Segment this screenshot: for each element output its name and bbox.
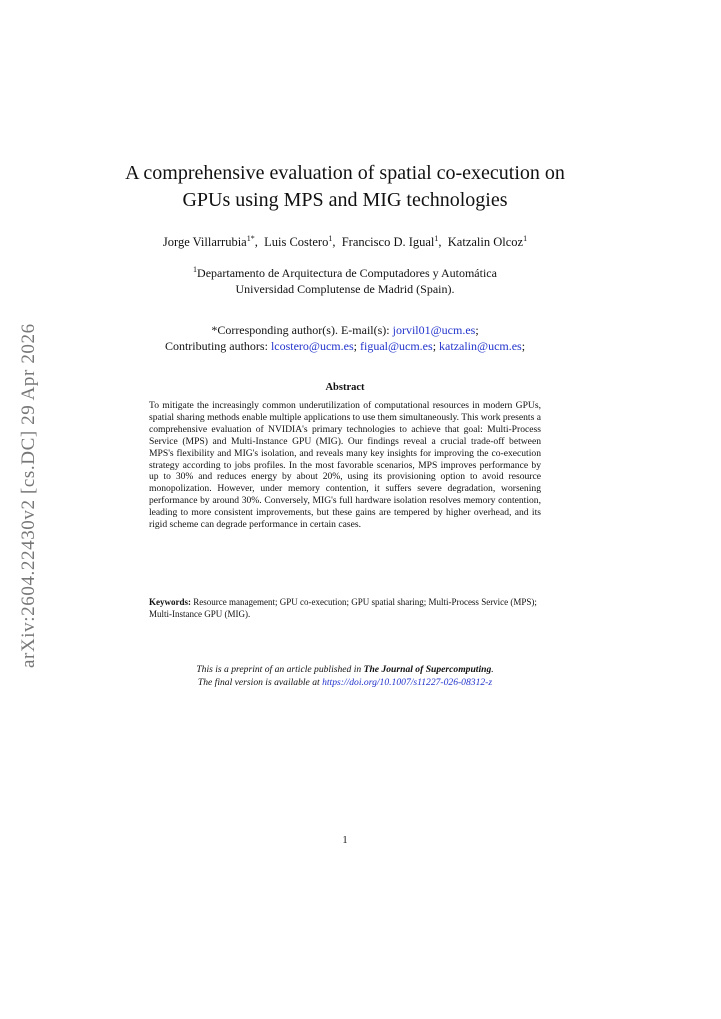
- abstract-heading: Abstract: [325, 382, 365, 393]
- contrib-label: Contributing authors:: [164, 339, 271, 353]
- correspondence-block: [60, 322, 630, 354]
- paper-title: [100, 160, 590, 214]
- title-line-2: GPUs using MPS and MIG technologies: [182, 189, 508, 211]
- contrib-sep: ;: [432, 339, 440, 353]
- page-number: 1: [342, 835, 348, 846]
- author-affil-mark: 1: [523, 234, 528, 243]
- preprint-line-1: This is a preprint of an article published in: [196, 664, 364, 675]
- contrib-email-link-3[interactable]: katzalin@ucm.es: [439, 339, 522, 353]
- author-name: Jorge Villarrubia: [162, 235, 247, 250]
- author-name: Katzalin Olcoz: [447, 235, 524, 250]
- corr-label: *Corresponding author(s). E-mail(s):: [211, 323, 393, 337]
- contrib-end: ;: [521, 339, 526, 353]
- corr-email-link[interactable]: jorvil01@ucm.es: [392, 323, 476, 337]
- abstract-text: To mitigate the increasingly common underutilization of computational resources in modern GPUs, spatial sharing methods enable multiple applications to use them simultaneously. This work presents a comprehensive evaluation of NVIDIA's primary technologies to achieve that goal: Multi-Process Service (MPS) and Multi-Instance GPU (MIG). Our findings reveal a crucial trade-off between MPS's flexibility and MIG's isolation, and reveals many key insights for improving the co-execution strategy according to jobs profiles. In the most favorable scenarios, MPS improves performance by up to 30% and reduces energy by about 20%, using its provisioning option to avoid resource monopolization. However, under memory contention, it suffers severe degradation, worsening performance by around 30%. Conversely, MIG's full hardware isolation resolves memory contention, leading to more consistent improvements, but these gains are tempered by higher overhead, and its rigid scheme can degrade performance in certain cases.: [149, 400, 541, 531]
- title-line-1: A comprehensive evaluation of spatial co-execution on: [125, 162, 565, 184]
- preprint-line-1-end: .: [491, 664, 494, 675]
- affil-line-1: Departamento de Arquitectura de Computadores y Automática: [197, 266, 497, 280]
- author-name: Luis Costero: [264, 235, 329, 250]
- journal-name: The Journal of Supercomputing: [363, 664, 492, 675]
- author-affil-mark: 1: [434, 234, 439, 243]
- contrib-sep: ;: [353, 339, 360, 353]
- contrib-email-link-1[interactable]: lcostero@ucm.es: [270, 339, 354, 353]
- affiliation: [100, 262, 590, 297]
- keywords-text: Resource management; GPU co-execution; GPU spatial sharing; Multi-Process Service (MPS); Multi-Instance GPU (MIG).: [149, 597, 537, 619]
- preprint-notice: [110, 664, 580, 689]
- author-affil-mark: 1: [328, 234, 333, 243]
- contrib-email-link-2[interactable]: figual@ucm.es: [359, 339, 433, 353]
- corr-end: ;: [475, 323, 479, 337]
- affil-line-2: Universidad Complutense de Madrid (Spain).: [235, 282, 455, 296]
- keywords: [149, 597, 541, 620]
- preprint-line-2: The final version is available at: [197, 676, 323, 688]
- author-affil-mark: 1*: [246, 234, 255, 243]
- author-list: Jorge Villarrubia$^{1*}$, Luis Costero$^1$, Francisco D. Igual$^1$, Katzalin Olcoz$^1$: [162, 234, 528, 250]
- doi-link[interactable]: https://doi.org/10.1007/s11227-026-08312-z: [322, 676, 493, 688]
- keywords-label: Keywords:: [149, 597, 191, 607]
- affil-mark: 1: [193, 265, 198, 274]
- author-name: Francisco D. Igual: [341, 235, 435, 250]
- arxiv-identifier: arXiv:2604.22430v2 [cs.DC] 29 Apr 2026: [18, 323, 39, 669]
